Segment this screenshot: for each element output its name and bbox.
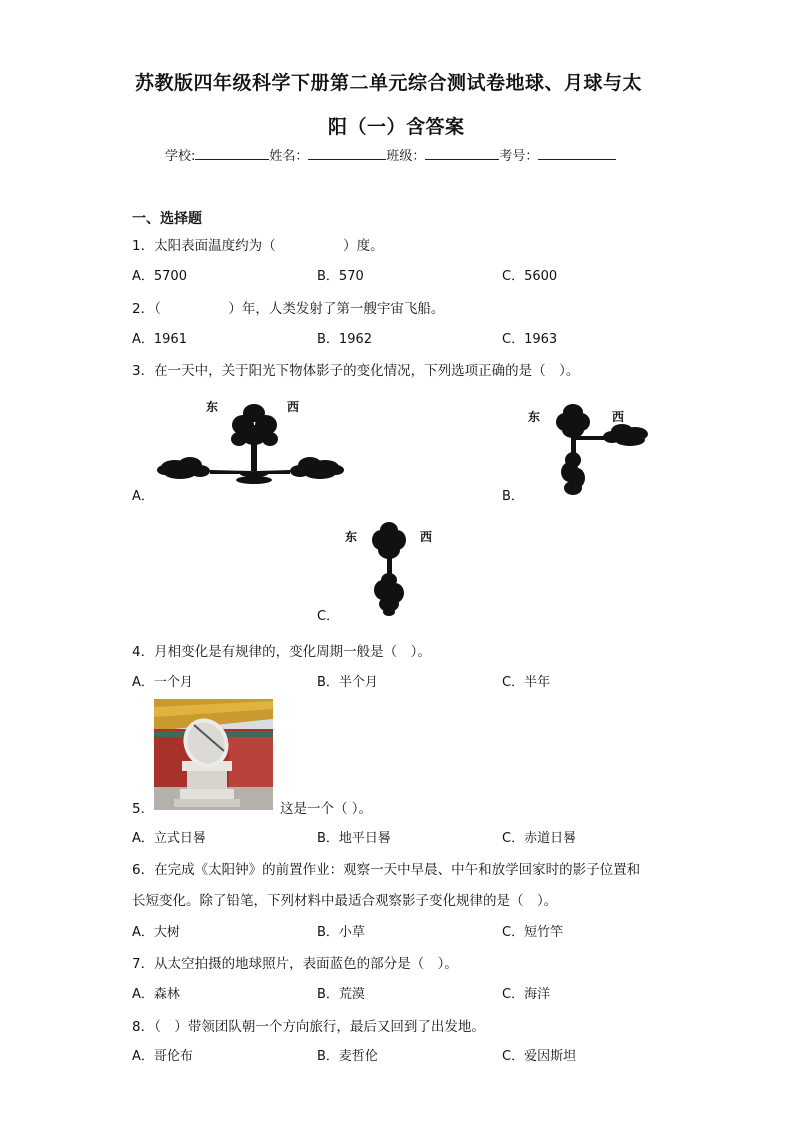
q1-option-b: B．570 xyxy=(317,269,364,284)
q3a-west-label: 西 xyxy=(287,400,300,414)
q1-option-a: A．5700 xyxy=(132,269,187,284)
q3b-west-label: 西 xyxy=(612,410,625,424)
question-4: 4．月相变化是有规律的，变化周期一般是（ ）。 xyxy=(132,644,431,660)
student-info-line xyxy=(165,145,616,164)
q4-option-c: C．半年 xyxy=(502,675,551,690)
number-field[interactable] xyxy=(538,146,616,160)
name-label: 姓名： xyxy=(269,149,309,164)
question-8: 8．（ ）带领团队朝一个方向旅行，最后又回到了出发地。 xyxy=(132,1019,485,1035)
class-label: 班级： xyxy=(386,149,426,164)
q3c-east-label: 东 xyxy=(345,530,358,544)
q5-option-b: B．地平日晷 xyxy=(317,831,391,846)
q6-option-c: C．短竹竿 xyxy=(502,925,564,940)
question-1: 1．太阳表面温度约为（ ）度。 xyxy=(132,238,384,254)
q5-option-a: A．立式日晷 xyxy=(132,831,206,846)
q3b-east-label: 东 xyxy=(528,410,541,424)
question-7: 7．从太空拍摄的地球照片，表面蓝色的部分是（ ）。 xyxy=(132,956,458,972)
school-label: 学校: xyxy=(165,149,196,164)
q6-option-b: B．小草 xyxy=(317,925,365,940)
q5-option-c: C．赤道日晷 xyxy=(502,831,577,846)
q3a-east-label: 东 xyxy=(206,400,219,414)
q7-option-b: B．荒漠 xyxy=(317,987,365,1002)
page-title-line1: 苏教版四年级科学下册第二单元综合测试卷地球、月球与太 xyxy=(135,72,643,94)
q6-option-a: A．大树 xyxy=(132,925,180,940)
q3-option-c: C． xyxy=(317,609,340,624)
question-2: 2．（ ）年，人类发射了第一艘宇宙飞船。 xyxy=(132,301,445,317)
q1-option-c: C．5600 xyxy=(502,269,558,284)
name-field[interactable] xyxy=(308,146,386,160)
q3-option-a: A． xyxy=(132,489,154,504)
q2-option-a: A．1961 xyxy=(132,332,187,347)
q3c-tree-shadow-illustration xyxy=(365,518,415,618)
q7-option-c: C．海洋 xyxy=(502,987,551,1002)
question-6-line2: 长短变化。除了铅笔，下列材料中最适合观察影子变化规律的是（ ）。 xyxy=(132,893,558,909)
question-6-line1: 6．在完成《太阳钟》的前置作业：观察一天中早晨、中午和放学回家时的影子位置和 xyxy=(132,862,641,878)
q7-option-a: A．森林 xyxy=(132,987,180,1002)
q4-option-a: A．一个月 xyxy=(132,675,193,690)
question-3: 3．在一天中，关于阳光下物体影子的变化情况，下列选项正确的是（ ）。 xyxy=(132,363,580,379)
q2-option-b: B．1962 xyxy=(317,332,373,347)
q8-option-a: A．哥伦布 xyxy=(132,1049,193,1064)
q8-option-b: B．麦哲伦 xyxy=(317,1049,378,1064)
question-5-number: 5． xyxy=(132,801,155,817)
sundial-photo xyxy=(154,699,273,810)
school-field[interactable] xyxy=(195,146,269,160)
q2-option-c: C．1963 xyxy=(502,332,558,347)
q3-option-b: B． xyxy=(502,489,524,504)
page-title-line2: 阳（一）含答案 xyxy=(328,116,465,138)
q8-option-c: C．爱因斯坦 xyxy=(502,1049,577,1064)
q3b-tree-shadow-illustration xyxy=(550,400,655,498)
section-heading: 一、选择题 xyxy=(132,211,202,227)
q3c-west-label: 西 xyxy=(420,530,433,544)
number-label: 考号： xyxy=(499,149,539,164)
q4-option-b: B．半个月 xyxy=(317,675,378,690)
q3a-tree-shadow-illustration xyxy=(155,395,345,495)
class-field[interactable] xyxy=(425,146,499,160)
question-5: 这是一个（ ）。 xyxy=(280,801,373,817)
